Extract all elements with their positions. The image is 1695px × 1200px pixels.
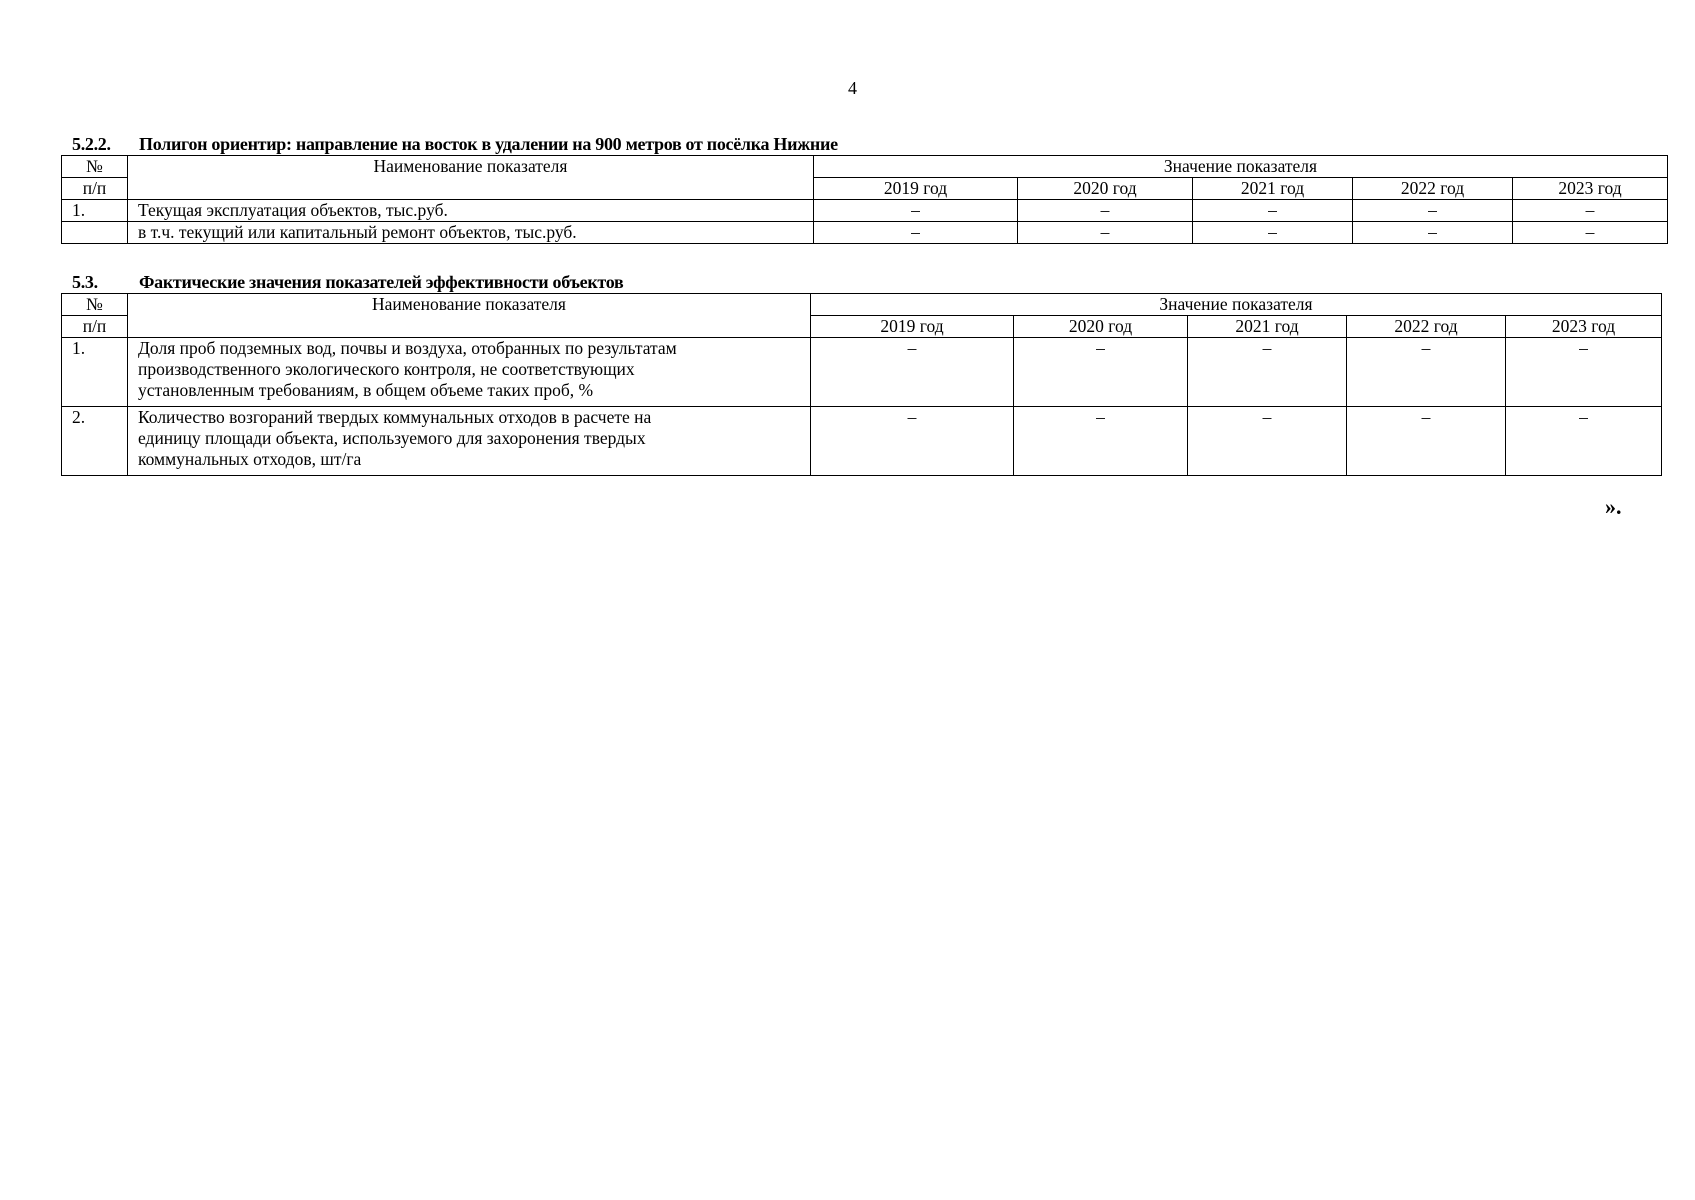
table-row <box>62 407 1662 476</box>
value-cell: – <box>1513 222 1668 244</box>
year-header: 2022 год <box>1353 178 1513 200</box>
section-53-number: 5.3. <box>72 272 98 292</box>
value-cell: – <box>1193 222 1353 244</box>
value-cell: – <box>811 338 1014 407</box>
year-header: 2021 год <box>1193 178 1353 200</box>
year-header: 2020 год <box>1018 178 1193 200</box>
indicator-name-line: установленным требованиям, в общем объеме таких проб, % <box>138 380 594 400</box>
table-row <box>62 200 1668 222</box>
name-header: Наименование показателя <box>128 294 811 338</box>
section-522-title: Полигон ориентир: направление на восток в удалении на 900 метров от посёлка Нижние <box>139 134 838 154</box>
indicator-name-line: Доля проб подземных вод, почвы и воздуха, отобранных по результатам <box>138 338 677 358</box>
row-number <box>62 222 128 244</box>
value-cell: – <box>1506 407 1662 476</box>
section-53-heading <box>72 272 623 293</box>
value-cell: – <box>1014 407 1188 476</box>
indicator-name-line: производственного экологического контроля, не соответствующих <box>138 359 635 379</box>
value-cell: – <box>1188 338 1347 407</box>
table-522-header-row-1 <box>62 156 1668 178</box>
year-header: 2023 год <box>1513 178 1668 200</box>
indicator-name: в т.ч. текущий или капитальный ремонт объектов, тыс.руб. <box>128 222 814 244</box>
value-cell: – <box>1018 222 1193 244</box>
page-number: 4 <box>848 78 857 98</box>
indicator-name-line: коммунальных отходов, шт/га <box>138 449 362 469</box>
closing-quote-mark: ». <box>1605 494 1622 519</box>
row-number: 1. <box>62 338 128 407</box>
num-header: № <box>62 156 128 178</box>
year-header: 2020 год <box>1014 316 1188 338</box>
value-cell: – <box>1347 338 1506 407</box>
value-cell: – <box>811 407 1014 476</box>
name-header: Наименование показателя <box>128 156 814 200</box>
table-row <box>62 338 1662 407</box>
indicator-name: Текущая эксплуатация объектов, тыс.руб. <box>128 200 814 222</box>
value-header: Значение показателя <box>811 294 1662 316</box>
num-header: № <box>62 294 128 316</box>
value-cell: – <box>1353 222 1513 244</box>
year-header: 2021 год <box>1188 316 1347 338</box>
section-53-title: Фактические значения показателей эффективности объектов <box>139 272 624 292</box>
value-cell: – <box>1353 200 1513 222</box>
value-cell: – <box>814 222 1018 244</box>
num-header-line2: п/п <box>62 178 128 200</box>
table-row <box>62 222 1668 244</box>
value-cell: – <box>1513 200 1668 222</box>
num-header-line2: п/п <box>62 316 128 338</box>
indicator-name-line: Количество возгораний твердых коммунальных отходов в расчете на <box>138 407 652 427</box>
row-number: 1. <box>62 200 128 222</box>
section-522-heading <box>72 134 838 155</box>
value-cell: – <box>1014 338 1188 407</box>
value-cell: – <box>1506 338 1662 407</box>
value-cell: – <box>1193 200 1353 222</box>
row-number: 2. <box>62 407 128 476</box>
section-522-number: 5.2.2. <box>72 134 111 154</box>
table-522 <box>61 155 1668 244</box>
value-cell: – <box>1188 407 1347 476</box>
year-header: 2022 год <box>1347 316 1506 338</box>
year-header: 2019 год <box>814 178 1018 200</box>
value-header: Значение показателя <box>814 156 1668 178</box>
indicator-name-line: единицу площади объекта, используемого для захоронения твердых <box>138 428 646 448</box>
year-header: 2019 год <box>811 316 1014 338</box>
value-cell: – <box>814 200 1018 222</box>
value-cell: – <box>1347 407 1506 476</box>
table-53-header-row-1 <box>62 294 1662 316</box>
value-cell: – <box>1018 200 1193 222</box>
indicator-name <box>128 338 811 407</box>
year-header: 2023 год <box>1506 316 1662 338</box>
table-53 <box>61 293 1662 476</box>
indicator-name <box>128 407 811 476</box>
